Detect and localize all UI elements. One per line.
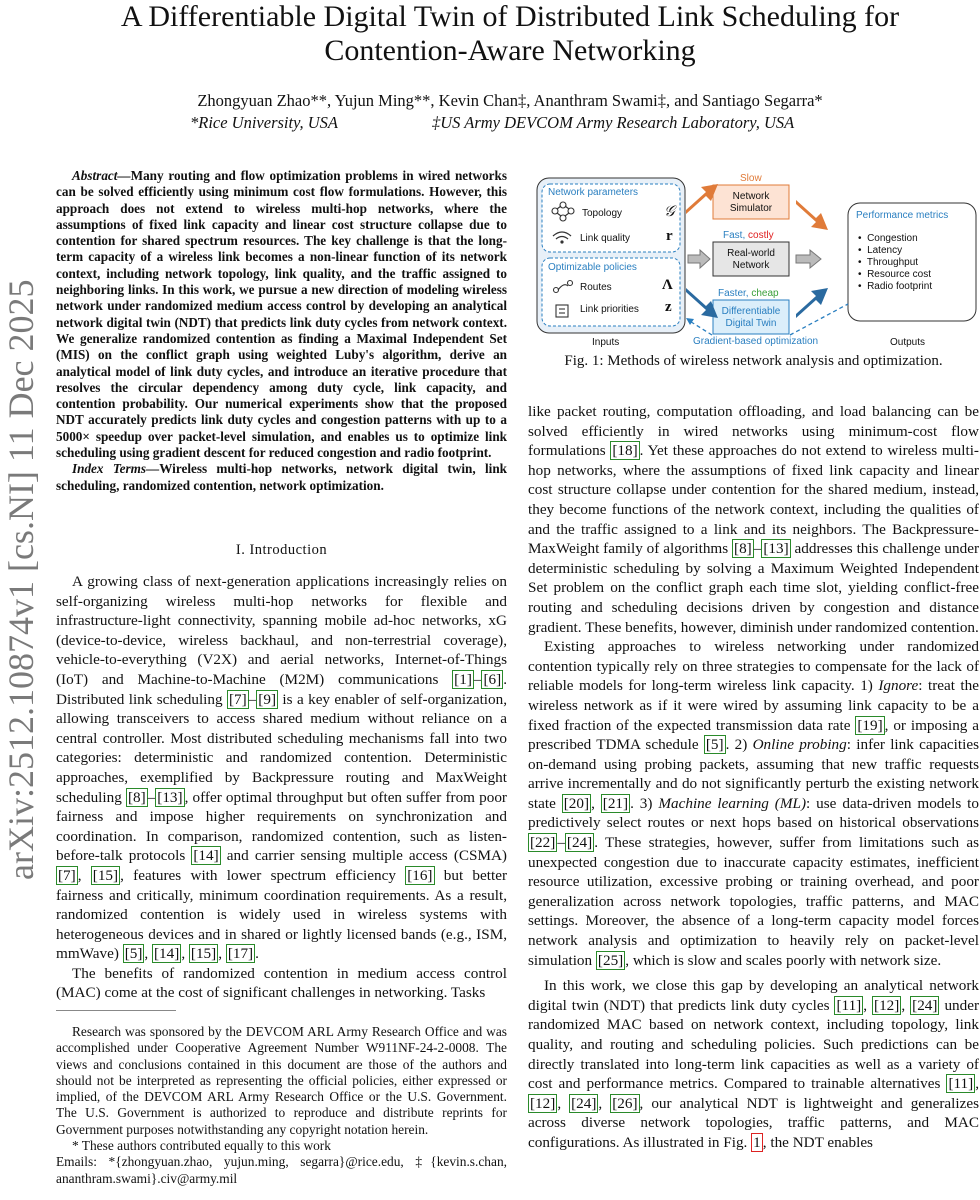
topology-symbol: 𝒢	[664, 204, 675, 220]
slow-label: Slow	[740, 173, 762, 184]
costly-text: costly	[748, 230, 774, 241]
footnote-emails: Emails: *{zhongyuan.zhao, yujun.ming, segarra}@rice.edu, ‡{kevin.s.chan, ananthram.swami}.civ@army.mil	[56, 1154, 507, 1186]
arxiv-watermark: arXiv:2512.10874v1 [cs.NI] 11 Dec 2025	[1, 279, 41, 880]
faster-text: Faster,	[718, 288, 749, 299]
network-parameters-label: Network parameters	[548, 187, 639, 198]
outputs-label: Outputs	[890, 337, 926, 348]
abstract-text: Many routing and flow optimization problems in wired networks can be solved efficiently using minimum cost flow formulations. However, this approach does not extend to wireless multi-hop networks, where the assumptions of fixed link capacity and linear cost structure collapse due to contention for shared spectrum resources. The key challenge is that the long-term capacity of a wireless link becomes a non-linear function of its network context, including network topology, link quality, and the traffic assigned to neighboring links. In this work, we pursue a new direction of modeling wireless network under randomized medium access control by developing an analytical network digital twin (NDT) that predicts link duty cycles from network context. We generalize randomized contention as finding a Maximal Independent Set (MIS) on the conflict graph using weighted Luby's algorithm, derive an analytical model of link duty cycles, and introduce an iterative procedure that resolves the circular dependency among duty cycle, link capacity, and contention probability. Our numerical experiments show that the proposed NDT accurately predicts link duty cycles and congestion patterns with up to a 5000× speedup over packet-level simulation, and enables us to optimize link scheduling using gradient descent for reduced congestion and radio footprint.	[56, 168, 507, 461]
footnotes	[56, 1024, 507, 1187]
intro-paragraph-2: The benefits of randomized contention in medium access control (MAC) come at the cost of significant challenges in networking. Tasks	[56, 964, 507, 1002]
metric-item: • Latency	[858, 245, 903, 256]
intro-paragraph-4: In this work, we close this gap by developing an analytical network digital twin (NDT) that predicts link duty cycles [11] , [12] , [24] under randomized MAC based on network context, including topology, link quality, and routing and scheduling policies. Such predictions can be directly translated into long-term link capacities as well as a variety of cost and performance metrics. Compared to trainable alternatives [11] , [12] , [24] , [26] , our analytical NDT is lightweight and generalizes across diverse network topologies, traffic patterns, and MAC configurations. As illustrated in Fig. 1 , the NDT enables	[528, 977, 980, 1151]
affiliation-rice: *Rice University, USA	[190, 113, 339, 132]
figure-1	[528, 170, 979, 355]
intro-paragraph-3: Existing approaches to wireless networking under randomized contention typically rely on three strategies to compensate for the lack of reliable models for long-term wireless link capacity. 1) Ignore: treat the wireless network as if it were wired by assuming link capacity to be a fixed fraction of the expected transmission data rate [19] , or imposing a prescribed TDMA schedule [5] . 2) Online probing: infer link capacities on-demand using probing packets, assuming that new traffic requests arrive incrementally and do not significantly perturb the existing network state [20] , [21] . 3) Machine learning (ML): use data-driven models to predictively select routes or next hops based on historical observations [22] – [24] . These strategies, however, suffer from limitations such as unexpected congestion due to inaccurate capacity estimates, inefficient resource utilization, excessive probing or training overhead, and poor generalization across network topologies, traffic patterns, and MAC settings. Moreover, the absence of a long-term capacity model forces network analysis and optimization to heavily rely on packet-level simulation [25] , which is slow and scales poorly with network size.	[528, 638, 979, 969]
author-list: Zhongyuan Zhao**, Yujun Ming**, Kevin Chan‡, Ananthram Swami‡, and Santiago Segarra*	[197, 91, 823, 110]
footnote-funding: Research was sponsored by the DEVCOM ARL Army Research Office and was accomplished under Cooperative Agreement Number W911NF-24-2-0008. The views and conclusions contained in this document are those of the authors and should not be interpreted as representing the official policies, either expressed or implied, of the DEVCOM ARL Army Research Office or the U.S. Government. The U.S. Government is authorized to reproduce and distribute reprints for Government purposes notwithstanding any copyright notation herein.	[56, 1024, 507, 1137]
intro-left-column	[56, 572, 507, 1003]
inputs-label: Inputs	[592, 337, 620, 348]
section-heading: I. Introduction	[235, 542, 328, 558]
metric-item: • Congestion	[858, 233, 918, 244]
intro-paragraph-2-cont: like packet routing, computation offloading, and load balancing can be solved efficiently in wired networks using minimum-cost flow formulations [18] . Yet these approaches do not extend to wireless multi-hop networks, where the assumptions of fixed link capacity and linear cost structure collapse under contention for the shared medium, instead, they become functions of the network context, including the qualities of and the traffic assigned to a link and its neighbors. The Backpressure-MaxWeight family of algorithms [8] – [13] addresses this challenge under deterministic scheduling by solving a Maximum Weighted Independent Set problem on the conflict graph each time slot, yielding conflict-free routing and scheduling decisions driven by congestion and distance gradient. These benefits, however, diminish under randomized contention.	[528, 403, 979, 636]
link-priorities-label: Link priorities	[580, 304, 639, 315]
differentiable-twin-label: Differentiable Digital Twin	[721, 306, 781, 329]
topology-label: Topology	[582, 208, 623, 219]
footnote-equal: * These authors contributed equally to this work	[72, 1138, 331, 1154]
link-priorities-symbol: z	[665, 299, 672, 315]
optimizable-policies-label: Optimizable policies	[548, 262, 637, 273]
intro-right-column	[528, 402, 979, 1153]
cheap-text: cheap	[751, 288, 779, 299]
paper-title: A Differentiable Digital Twin of Distributed Link Scheduling for Contention-Aware Networking	[120, 0, 900, 67]
link-quality-symbol: r	[666, 228, 673, 244]
network-simulator-label: Network Simulator	[729, 191, 773, 214]
metrics-list	[858, 233, 932, 293]
intro-paragraph-1: A growing class of next-generation applications increasingly relies on self-organizing wireless multi-hop networks for flexible and infrastructure-light connectivity, spanning mobile ad-hoc networks, xG (device-to-device, wireless backhaul, and non-terrestrial coverage), vehicle-to-everything (V2X) and aerial networks, Internet-of-Things (IoT) and Machine-to-Machine (M2M) communications [1] – [6] . Distributed link scheduling [7] – [9] is a key enabler of self-organization, allowing transceivers to access shared medium without reliance on a central controller. Most distributed scheduling mechanisms fall into two categories: deterministic and randomized contention. Deterministic approaches, exemplified by Backpressure routing and MaxWeight scheduling [8] – [13] , offer optimal throughput but often suffer from poor fairness and impose higher requirements on synchronization and coordination. In comparison, randomized contention, such as listen-before-talk protocols [14] and carrier sensing multiple access (CSMA) [7] , [15] , features with lower spectrum efficiency [16] but better fairness and critically, minimum coordination requirements. As a result, randomized contention is widely used in wireless systems with heterogeneous devices and in shared or lightly licensed bands (e.g., ISM, mmWave) [5] , [14] , [15] , [17] .	[56, 573, 507, 963]
faster-cheap-label	[718, 288, 779, 299]
abstract-block	[56, 168, 507, 494]
affiliation-arl: ‡US Army DEVCOM Army Research Laboratory, USA	[432, 113, 795, 132]
link-quality-label: Link quality	[580, 233, 631, 244]
fast-text: Fast,	[723, 230, 746, 241]
abstract-label: Abstract—	[72, 168, 131, 183]
footnote-rule	[56, 1010, 176, 1011]
metric-item: • Resource cost	[858, 269, 931, 280]
index-terms-text: Wireless multi-hop networks, network digital twin, link scheduling, randomized contention, network optimization.	[56, 461, 507, 493]
gradient-optimization-label: Gradient-based optimization	[693, 336, 819, 347]
routes-symbol: Λ	[662, 277, 673, 293]
metric-item: • Throughput	[858, 257, 919, 268]
metric-item: • Radio footprint	[858, 281, 933, 292]
real-world-network-label: Real-world Network	[727, 248, 775, 271]
routes-label: Routes	[580, 282, 612, 293]
fast-costly-label	[723, 230, 774, 241]
figure-caption: Fig. 1: Methods of wireless network analysis and optimization.	[564, 353, 943, 369]
performance-metrics-label: Performance metrics	[856, 210, 949, 221]
index-terms-label: Index Terms—	[72, 461, 160, 477]
